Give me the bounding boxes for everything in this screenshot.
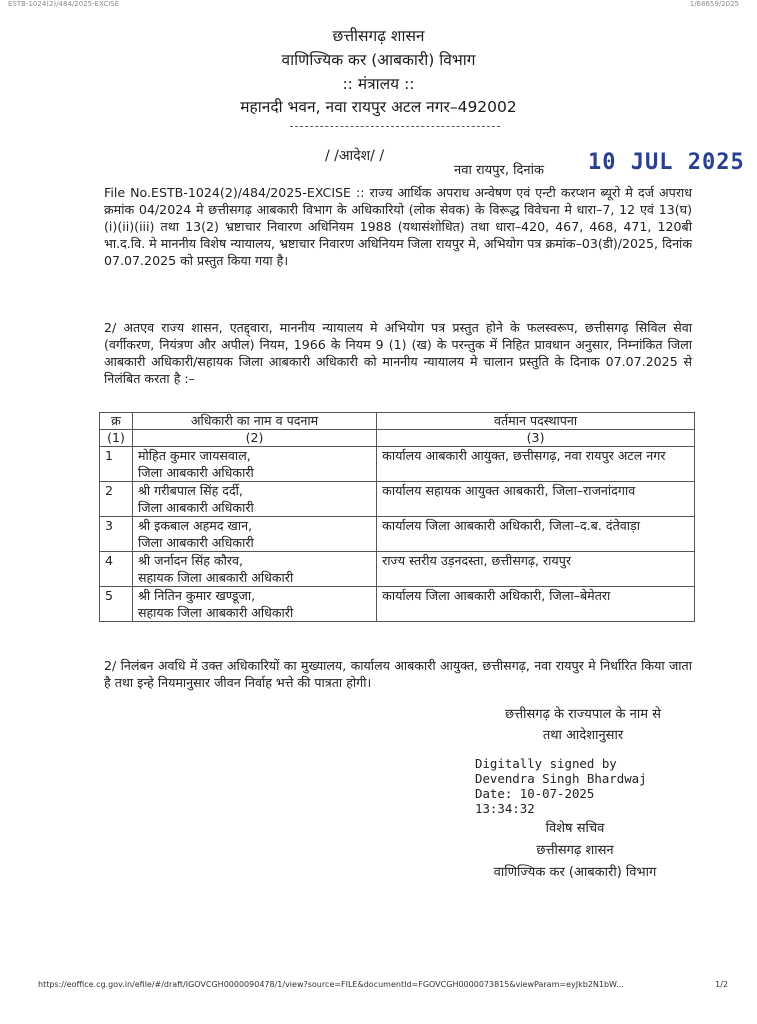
- subheader-3: (3): [377, 430, 695, 447]
- header-name: अधिकारी का नाम व पदनाम: [132, 413, 376, 430]
- row-number: 1: [100, 447, 133, 482]
- header-department: वाणिज्यिक कर (आबकारी) विभाग: [281, 51, 476, 69]
- header-serial: क्र: [100, 413, 133, 430]
- posting-cell: कार्यालय आबकारी आयुक्त, छत्तीसगढ़, नवा रायपुर अटल नगर: [377, 447, 695, 482]
- officer-cell: [132, 517, 376, 552]
- posting-cell: कार्यालय जिला आबकारी अधिकारी, जिला–बेमेतरा: [377, 587, 695, 622]
- row-number: 5: [100, 587, 133, 622]
- table-row: [100, 552, 695, 587]
- officer-designation: सहायक जिला आबकारी अधिकारी: [137, 570, 294, 585]
- officer-designation: जिला आबकारी अधिकारी: [137, 535, 254, 550]
- governor-line-1: छत्तीसगढ़ के राज्यपाल के नाम से: [505, 707, 661, 722]
- footer-url[interactable]: https://eoffice.cg.gov.in/efile/#/draft/IGOVCGH0000090478/1/view?source=FILE&documentId=FGOVCGH0000073815&viewParam=eyJkb2N1bW...: [38, 980, 624, 989]
- header-posting: वर्तमान पदस्थापना: [377, 413, 695, 430]
- paragraph-1: File No.ESTB-1024(2)/484/2025-EXCISE :: राज्य आर्थिक अपराध अन्वेषण एवं एन्टी करप्शन ब्यूरो मे दर्ज अपराध क्रमांक 04/2024 मे छत्तीसगढ़ आबकारी विभाग के अधिकारियो (लोक सेवक) के विरूद्ध विवेचना मे धारा–7, 12 एवं 13(घ) (i)(ii)(iii) तथा 13(2) भ्रष्टाचार निवारण अधिनियम 1988 (यथासंशोधित) तथा धारा–420, 467, 468, 471, 120बी भा.द.वि. मे माननीय विशेष न्यायालय, भ्रष्टाचार निवारण अधिनियम जिला रायपुर मे, अभियोग पत्र क्रमांक–03(डी)/2025, दिनांक 07.07.2025 को प्रस्तुत किया गया है।: [104, 185, 692, 268]
- governor-line-2: तथा आदेशानुसार: [542, 728, 624, 743]
- officers-table: [99, 412, 695, 622]
- paragraph-2: 2/ अतएव राज्य शासन, एतद्द्वारा, माननीय न्यायालय मे अभियोग पत्र प्रस्तुत होने के फलस्वरूप, छत्तीसगढ़ सिविल सेवा (वर्गीकरण, नियंत्रण और अपील) नियम, 1966 के नियम 9 (1) (ख) के परन्तुक में निहित प्रावधान अनुसार, निम्नांकित जिला आबकारी अधिकारी/सहायक जिला आबकारी अधिकारी को माननीय न्यायालय मे चालान प्रस्तुति के दिनाक 07.07.2025 से निलंबित करता है :–: [104, 320, 692, 386]
- row-number: 4: [100, 552, 133, 587]
- officer-name: श्री गरीबपाल सिंह दर्दी,: [137, 483, 243, 498]
- top-reference-bar: [0, 0, 757, 10]
- digital-signature: [475, 756, 647, 816]
- subheader-2: (2): [132, 430, 376, 447]
- digital-signature-date: Date: 10-07-2025: [475, 786, 595, 801]
- table-row: [100, 482, 695, 517]
- digital-signature-line-1: Digitally signed by: [475, 756, 617, 771]
- header-address: महानदी भवन, नवा रायपुर अटल नगर–492002: [240, 98, 517, 116]
- row-number: 3: [100, 517, 133, 552]
- officer-name: श्री जर्नादन सिंह कौरव,: [137, 553, 243, 568]
- officer-name: मोहित कुमार जायसवाल,: [137, 448, 251, 463]
- receipt-number-top: 1/68659/2025: [689, 0, 739, 8]
- officer-designation: जिला आबकारी अधिकारी: [137, 500, 254, 515]
- officer-name: श्री इकबाल अहमद खान,: [137, 518, 253, 533]
- row-number: 2: [100, 482, 133, 517]
- officer-designation: जिला आबकारी अधिकारी: [137, 465, 254, 480]
- header-divider: [290, 126, 500, 127]
- table-row: [100, 517, 695, 552]
- place-date-label: नवा रायपुर, दिनांक: [454, 163, 544, 178]
- file-reference-top: ESTB-1024(2)/484/2025-EXCISE: [8, 0, 120, 8]
- signatory-department: वाणिज्यिक कर (आबकारी) विभाग: [493, 865, 657, 880]
- header-government: छत्तीसगढ़ शासन: [332, 27, 425, 45]
- footer-page-number: 1/2: [715, 980, 728, 989]
- posting-cell: कार्यालय सहायक आयुक्त आबकारी, जिला–राजनांदगाव: [377, 482, 695, 517]
- officer-cell: [132, 552, 376, 587]
- order-heading: / /आदेश/ /: [325, 148, 385, 164]
- digital-signature-time: 13:34:32: [475, 801, 535, 816]
- officer-cell: [132, 587, 376, 622]
- header-ministry: :: मंत्रालय ::: [342, 75, 415, 93]
- officer-name: श्री नितिन कुमार खण्डूजा,: [137, 588, 256, 603]
- officer-cell: [132, 447, 376, 482]
- digital-signature-signer: Devendra Singh Bhardwaj: [475, 771, 647, 786]
- subheader-1: (1): [100, 430, 133, 447]
- officer-cell: [132, 482, 376, 517]
- signatory-block: [440, 818, 710, 884]
- posting-cell: राज्य स्तरीय उड़नदस्ता, छत्तीसगढ़, रायपुर: [377, 552, 695, 587]
- table-header-row: [100, 413, 695, 430]
- signatory-title: विशेष सचिव: [545, 821, 605, 836]
- posting-cell: कार्यालय जिला आबकारी अधिकारी, जिला–द.ब. दंतेवाड़ा: [377, 517, 695, 552]
- table-subheader-row: [100, 430, 695, 447]
- signatory-government: छत्तीसगढ़ शासन: [536, 843, 614, 858]
- governor-order: [458, 704, 708, 746]
- date-stamp: 10 JUL 2025: [588, 150, 745, 175]
- officer-designation: सहायक जिला आबकारी अधिकारी: [137, 605, 294, 620]
- table-row: [100, 587, 695, 622]
- table-row: [100, 447, 695, 482]
- paragraph-3: 2/ निलंबन अवधि में उक्त अधिकारियों का मुख्यालय, कार्यालय आबकारी आयुक्त, छत्तीसगढ़, नवा रायपुर मे निर्धारित किया जाता है तथा इन्हे नियमानुसार जीवन निर्वाह भत्ते की पात्रता होगी।: [104, 658, 692, 690]
